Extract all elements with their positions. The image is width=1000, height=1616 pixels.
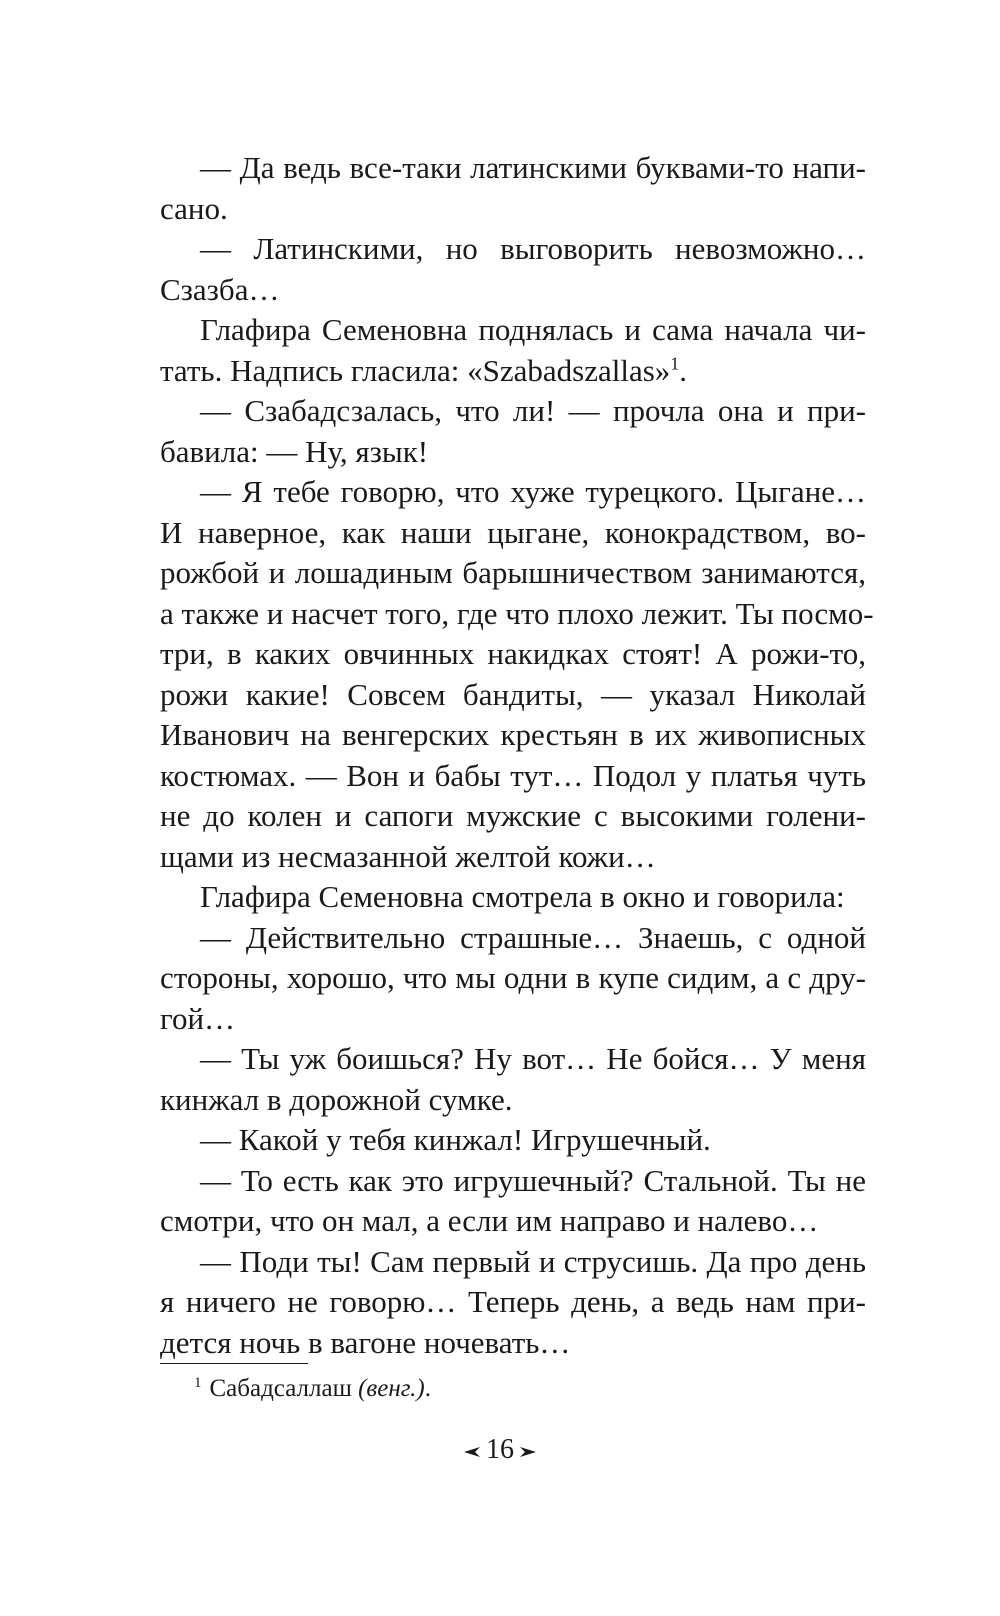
text-line-content: щами из несмазанной желтой кожи…: [160, 838, 656, 874]
footnote: [194, 1372, 431, 1406]
text-line: [160, 999, 866, 1040]
footnote-reference: 1: [670, 353, 680, 374]
text-line-content: — То есть как это игрушечный? Стальной. Ты не: [200, 1162, 866, 1198]
left-diamond-ornament-icon: [464, 1447, 480, 1457]
text-line: [160, 1120, 866, 1161]
text-line: [160, 148, 866, 189]
text-line-content: сано.: [160, 190, 228, 226]
text-line: [160, 351, 866, 392]
text-line-content: стороны, хорошо, что мы одни в купе сидим, а с дру-: [160, 960, 866, 995]
text-line-content: я ничего не говорю… Теперь день, а ведь нам при-: [160, 1284, 866, 1319]
text-line-content: — Латинскими, но выговорить невозможно…: [200, 231, 866, 266]
text-line: [160, 432, 866, 473]
text-line: [160, 958, 866, 999]
footnote-tail: .: [424, 1375, 432, 1402]
text-line: [160, 310, 866, 351]
footnote-separator: [160, 1363, 308, 1364]
main-text: [160, 148, 874, 1363]
text-line: [160, 796, 866, 837]
text-line-content: костюмах. — Вон и бабы тут… Подол у платья чуть: [160, 757, 866, 793]
text-line-content: кинжал в дорожной сумке.: [160, 1081, 513, 1117]
footnote-italic: (венг.): [358, 1375, 425, 1402]
text-line-content: смотри, что он мал, а если им направо и налево…: [160, 1203, 819, 1238]
text-line-content: бавила: — Ну, язык!: [160, 433, 429, 469]
text-line-content: — Я тебе говорю, что хуже турецкого. Цыгане…: [200, 474, 866, 509]
text-line: [160, 229, 866, 270]
text-line-content: Иванович на венгерских крестьян в их живописных: [160, 717, 866, 752]
text-line-content: не до колен и сапоги мужские с высокими голени-: [160, 798, 866, 833]
text-line: [160, 553, 866, 594]
text-line: [160, 513, 866, 554]
text-line-content: Глафира Семеновна поднялась и сама начала чи-: [200, 312, 866, 347]
text-line-content: — Действительно страшные… Знаешь, с одной: [200, 919, 866, 955]
text-line-content: гой…: [160, 1000, 236, 1036]
text-line-content: — Поди ты! Сам первый и струсишь. Да про день: [200, 1243, 866, 1279]
text-line-content: — Да ведь все-таки латинскими буквами-то напи-: [200, 150, 866, 185]
text-line-content: рожи какие! Совсем бандиты, — указал Николай: [160, 676, 866, 712]
page-number: 16: [486, 1434, 514, 1465]
text-line: [160, 391, 866, 432]
text-line: [160, 1323, 866, 1364]
text-line: [160, 715, 866, 756]
footnote-text: Сабадсаллаш: [209, 1375, 359, 1402]
text-line: [160, 594, 874, 635]
text-line-content: Глафира Семеновна смотрела в окно и говорила:: [200, 879, 845, 914]
text-line: [160, 1282, 866, 1323]
text-line-content: — Сзабадсзалась, что ли! — прочла она и при-: [200, 393, 866, 428]
text-line-content: Сзазба…: [160, 271, 280, 307]
text-line-content: рожбой и лошадиным барышничеством занимаются,: [160, 555, 866, 590]
text-line-content: а также и насчет того, где что плохо лежит. Ты посмо-: [160, 595, 874, 631]
footnote-mark: 1: [194, 1374, 202, 1391]
text-line: [160, 270, 866, 311]
text-line: [160, 1080, 866, 1121]
text-line: [160, 918, 866, 959]
text-line: [160, 189, 866, 230]
page-number-area: [0, 1432, 1000, 1468]
right-diamond-ornament-icon: [520, 1447, 536, 1457]
text-line-content: — Какой у тебя кинжал! Игрушечный.: [200, 1122, 711, 1157]
text-line-content: дется ночь в вагоне ночевать…: [160, 1324, 571, 1360]
text-line-content: — Ты уж боишься? Ну вот… Не бойся… У меня: [200, 1041, 866, 1076]
text-line-content: тать. Надпись гласила: «Szabadszallas»: [160, 352, 671, 388]
text-line-content: три, в каких овчинных накидках стоят! А рожи-то,: [160, 636, 866, 671]
text-line-tail: .: [679, 352, 688, 388]
text-line: [160, 1161, 866, 1202]
text-line-content: И наверное, как наши цыгане, конокрадством, во-: [160, 514, 866, 550]
text-line: [160, 472, 866, 513]
text-line: [160, 1201, 866, 1242]
text-line: [160, 675, 866, 716]
text-line: [160, 1242, 866, 1283]
text-line: [160, 877, 866, 918]
text-line: [160, 837, 866, 878]
text-line: [160, 634, 866, 675]
text-line: [160, 756, 866, 797]
text-line: [160, 1039, 866, 1080]
